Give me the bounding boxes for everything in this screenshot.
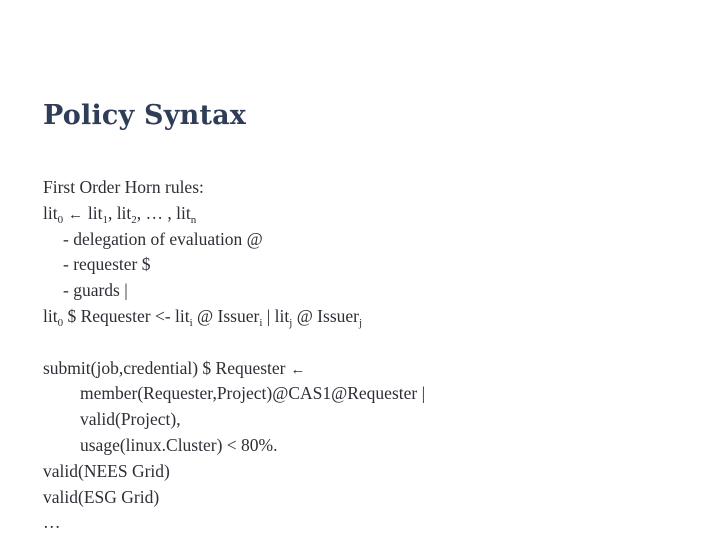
horn-rule-line — [43, 201, 425, 227]
subscript: j — [358, 316, 363, 329]
lit-text: lit — [43, 202, 58, 223]
subscript: 2 — [131, 213, 137, 226]
lit-text: lit — [43, 305, 58, 326]
valid-project-line: valid(Project), — [80, 409, 181, 430]
valid-esg-line: valid(ESG Grid) — [43, 486, 160, 507]
ellipsis-line: … — [43, 512, 61, 533]
subscript: n — [190, 213, 197, 226]
lit-text: lit — [87, 202, 103, 223]
slide-body — [43, 175, 425, 536]
lit-text: lit — [116, 202, 132, 223]
lit-text: lit — [176, 202, 191, 223]
left-arrow-icon: ← — [290, 361, 306, 378]
guards-line: - guards | — [63, 280, 128, 301]
member-line: member(Requester,Project)@CAS1@Requester | — [80, 383, 426, 404]
requester-line: - requester $ — [63, 254, 151, 275]
subscript: 0 — [57, 213, 64, 226]
spacer — [43, 330, 425, 356]
valid-nees-line: valid(NEES Grid) — [43, 460, 170, 481]
subscript: i — [189, 316, 193, 329]
submit-text: submit(job,credential) $ Requester — [43, 357, 290, 378]
form-text: @ Issuer — [292, 305, 359, 326]
form-text: | lit — [262, 305, 290, 326]
submit-line — [43, 356, 425, 382]
separator: , — [107, 202, 117, 223]
subscript: 1 — [102, 213, 108, 226]
form-text: @ Issuer — [192, 305, 260, 326]
left-arrow-icon: ← — [67, 206, 83, 223]
separator: , … , — [136, 202, 177, 223]
horn-heading: First Order Horn rules: — [43, 177, 204, 197]
subscript: i — [259, 316, 263, 329]
slide-title: Policy Syntax — [43, 100, 247, 131]
delegation-line: - delegation of evaluation @ — [63, 228, 263, 249]
form-text: $ Requester <- lit — [63, 305, 190, 326]
general-form-line — [43, 304, 425, 330]
usage-line: usage(linux.Cluster) < 80%. — [80, 434, 278, 455]
subscript: 0 — [57, 316, 64, 329]
subscript: j — [289, 316, 293, 329]
